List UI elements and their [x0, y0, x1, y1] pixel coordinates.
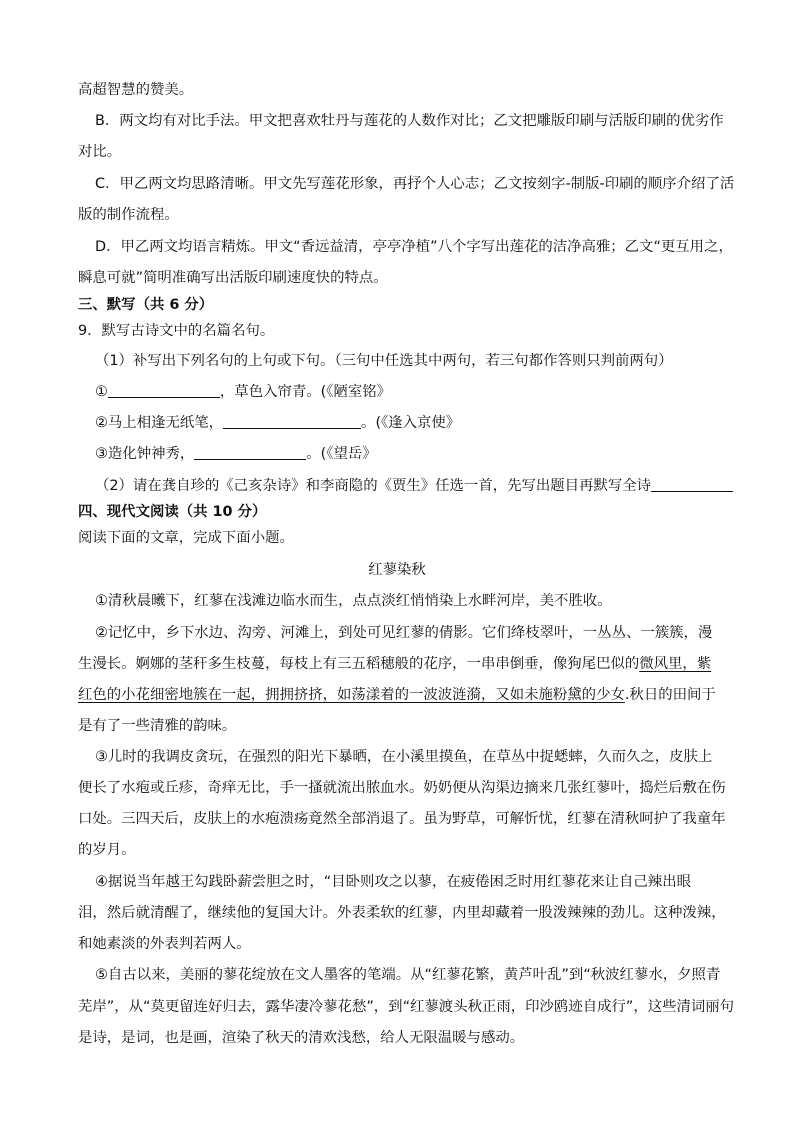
paragraph-2-line-4: 是有了一些清雅的韵味。 [78, 718, 237, 734]
item-before: 马上相逢无纸笔， [107, 415, 224, 431]
paragraph-2-line-2 [78, 654, 711, 674]
fill-item-2 [95, 413, 460, 433]
paragraph-2-line-3 [78, 685, 716, 705]
paragraph-5-line-2: 芜岸”，从“莫更留连好归去，露华凄冷蓼花愁”，到“红蓼渡头秋正雨，印沙鸥迹自成行”，这些清词丽句 [78, 999, 735, 1015]
section-4-heading: 四、现代文阅读（共 10 分） [78, 504, 267, 520]
item-before: 造化钟神秀， [107, 446, 195, 462]
paragraph-3-line-3: 口处。三四天后，皮肤上的水疱溃疡竟然全部消退了。虽为野草，可解忻忧，红蓼在清秋呵护了我童年 [78, 811, 726, 827]
paragraph-2-line-1: ②记忆中，乡下水边、沟旁、河滩上，到处可见红蓼的倩影。它们绛枝翠叶，一丛丛、一簇簇，漫 [95, 625, 713, 641]
item-after: 。(《望岳》 [306, 446, 377, 462]
item-after: ，草色入帘青。(《陋室铭》 [219, 384, 392, 400]
item-after: 。(《逢入京使》 [361, 415, 461, 431]
answer-blank[interactable] [194, 445, 306, 460]
option-b-line-2: 对比。 [78, 144, 122, 160]
paragraph-1: ①清秋晨曦下，红蓼在浅滩边临水而生，点点淡红悄悄染上水畔河岸，美不胜收。 [95, 593, 612, 609]
paragraph-4-line-3: 和她素淡的外表判若两人。 [78, 936, 251, 952]
option-b-line-1: B．两文均有对比手法。甲文把喜欢牡丹与莲花的人数作对比；乙文把雕版印刷与活版印刷的优劣作 [95, 113, 724, 129]
prev-answer-tail: 高超智慧的赞美。 [78, 82, 194, 98]
question-9-sub-1: （1）补写出下列名句的上句或下句。（三句中任选其中两句，若三句都作答则只判前两句） [95, 353, 673, 369]
p2-text: .秋日的田间于 [624, 687, 716, 703]
answer-blank[interactable] [651, 477, 733, 492]
question-9: 9．默写古诗文中的名篇名句。 [78, 323, 275, 339]
paragraph-5-line-1: ⑤自古以来，美丽的蓼花绽放在文人墨客的笔端。从“红蓼花繁，黄芦叶乱”到“秋波红蓼水，夕照青 [95, 967, 721, 983]
answer-blank[interactable] [223, 414, 361, 429]
question-9-sub-2 [95, 476, 733, 496]
option-c-line-1: C．甲乙两文均思路清晰。甲文先写莲花形象，再抒个人心志；乙文按刻字-制版-印刷的顺序介绍了活 [95, 176, 735, 192]
reading-intro: 阅读下面的文章，完成下面小题。 [78, 530, 294, 546]
item-number: ② [95, 415, 108, 431]
paragraph-3-line-2: 便长了水疱或丘疹，奇痒无比，手一搔就流出脓血水。奶奶便从沟渠边摘来几张红蓼叶，捣烂后敷在伤 [78, 780, 726, 796]
paragraph-5-line-3: 是诗，是词，也是画，渲染了秋天的清欢浅愁，给人无限温暖与感动。 [78, 1030, 525, 1046]
paragraph-4-line-1: ④据说当年越王勾践卧薪尝胆之时，“目卧则攻之以蓼，在疲倦困乏时用红蓼花来让自己辣出眼 [95, 874, 691, 890]
fill-item-3 [95, 444, 377, 464]
item-number: ③ [95, 446, 108, 462]
answer-blank[interactable] [108, 383, 220, 398]
sub-2-text: （2）请在龚自珍的《己亥杂诗》和李商隐的《贾生》任选一首，先写出题目再默写全诗 [95, 478, 652, 494]
section-3-heading: 三、默写（共 6 分） [78, 297, 214, 313]
fill-item-1 [95, 382, 391, 402]
paragraph-3-line-1: ③儿时的我调皮贪玩，在强烈的阳光下暴晒，在小溪里摸鱼，在草丛中捉蟋蟀，久而久之，皮肤上 [95, 749, 713, 765]
underlined-sentence: 红色的小花细密地簇在一起，拥拥挤挤，如荡漾着的一波波涟漪，又如未施粉黛的少女 [78, 687, 625, 703]
option-d-line-1: D．甲乙两文均语言精炼。甲文“香远益清，亭亭净植”八个字写出莲花的洁净高雅；乙文“更互用之， [95, 239, 733, 255]
option-c-line-2: 版的制作流程。 [78, 207, 179, 223]
option-d-line-2: 瞬息可就”简明准确写出活版印刷速度快的特点。 [78, 270, 388, 286]
paragraph-3-line-4: 的岁月。 [78, 842, 136, 858]
item-number: ① [95, 384, 108, 400]
article-title: 红蓼染秋 [368, 562, 426, 578]
paragraph-4-line-2: 泪，然后就清醒了，继续他的复国大计。外表柔软的红蓼，内里却藏着一股泼辣辣的劲儿。这种泼辣， [78, 905, 726, 921]
p2-text: 生漫长。婀娜的茎秆多生枝蔓，每枝上有三五稻穗般的花序，一串串倒垂，像狗尾巴似的 [78, 656, 640, 672]
underlined-sentence: 微风里，紫 [639, 656, 712, 672]
